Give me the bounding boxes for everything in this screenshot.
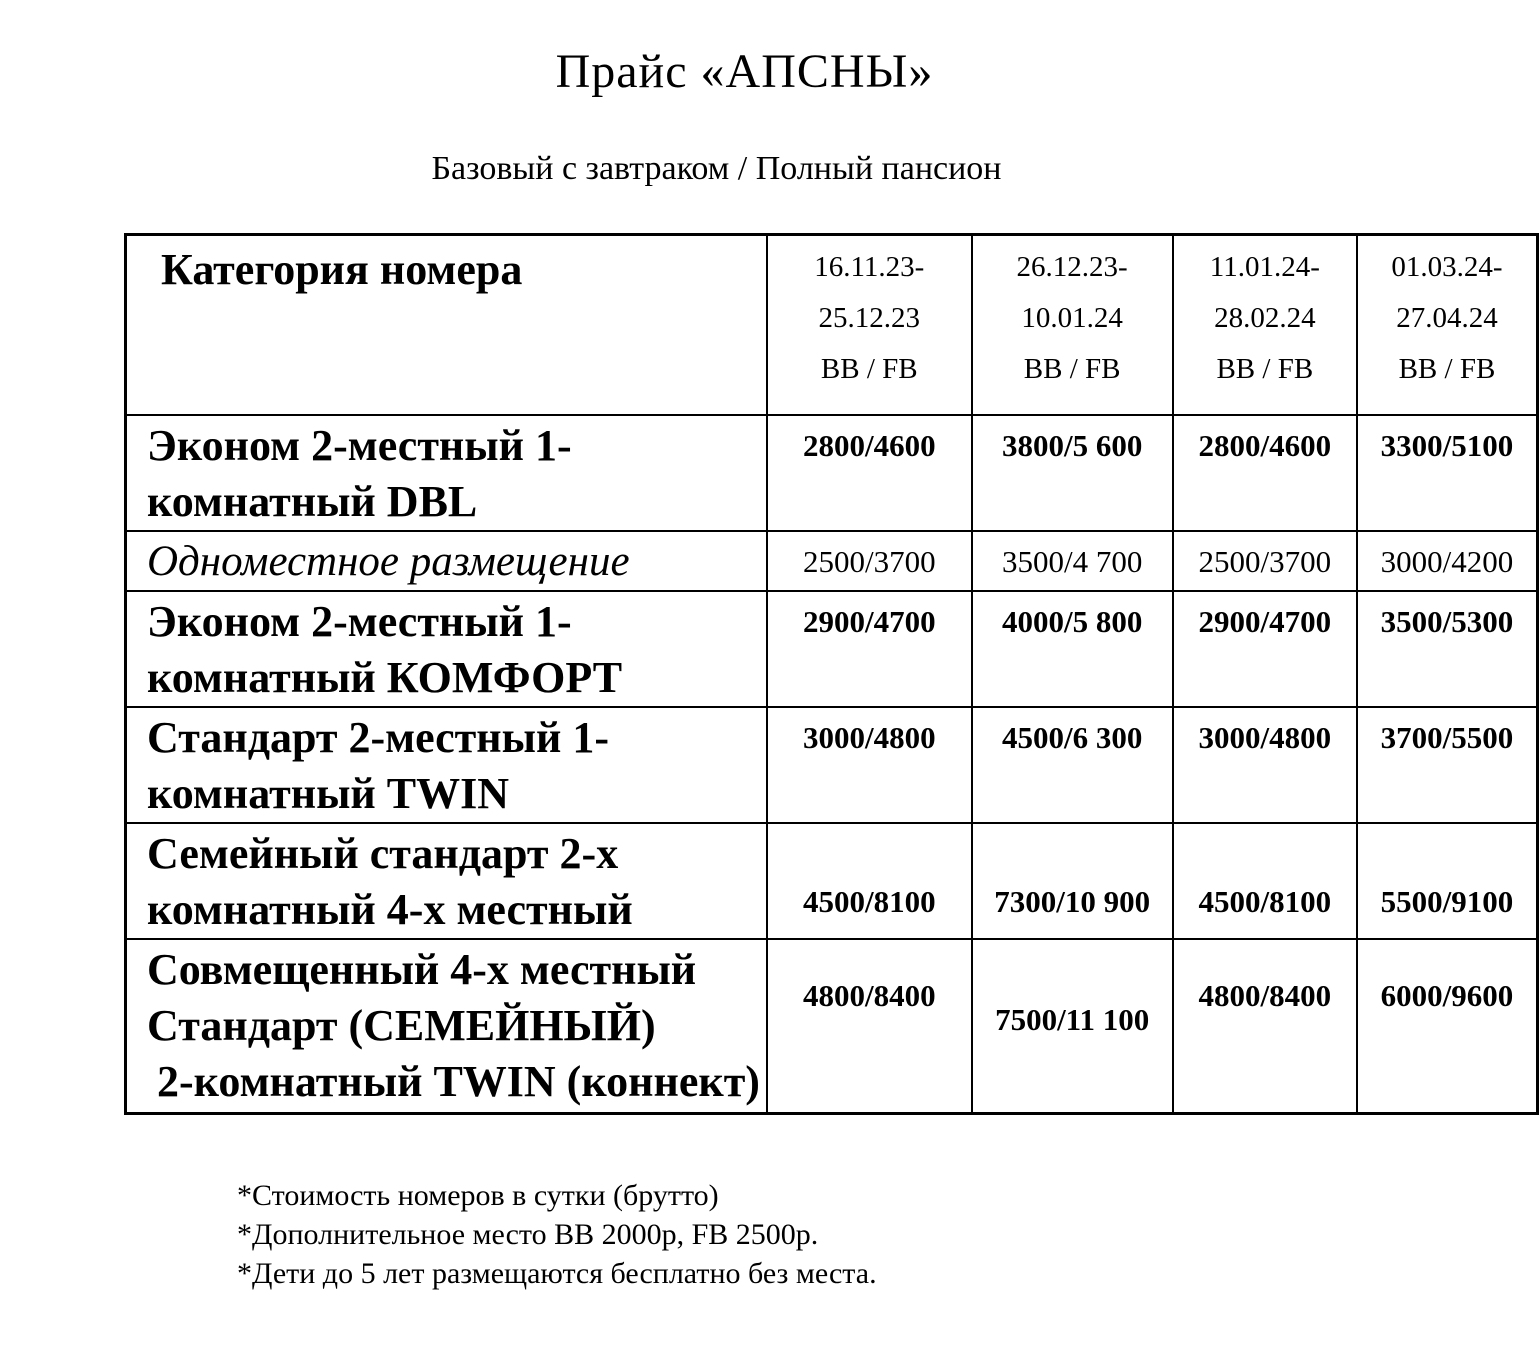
price-cell: 3000/4200 [1357,531,1538,591]
price-cell: 2500/3700 [767,531,972,591]
price-cell: 4800/8400 [767,939,972,1114]
price-cell: 3500/4 700 [972,531,1173,591]
table-header-row [126,235,1538,415]
price-cell: 3700/5500 [1357,707,1538,823]
footnote-children: *Дети до 5 лет размещаются бесплатно без места. [237,1257,877,1290]
price-cell: 3300/5100 [1357,415,1538,531]
price-cell: 2800/4600 [1173,415,1357,531]
table-row [126,823,1538,939]
price-cell: 5500/9100 [1357,823,1538,939]
footnotes [237,1176,877,1293]
category-line: Совмещенный 4-х местный [147,944,697,994]
category-line: комнатный DBL [147,476,478,526]
price-cell: 2500/3700 [1173,531,1357,591]
price-cell: 6000/9600 [1357,939,1538,1114]
category-line: Эконом 2-местный 1- [147,420,572,470]
page-title: Прайс «АПСНЫ» [555,45,934,98]
period-date-range-end: 25.12.23 [818,302,921,334]
category-line: Семейный стандарт 2-х [147,828,619,878]
column-header-period-3 [1173,235,1357,415]
period-date-range-start: 26.12.23- [1016,251,1128,283]
price-cell: 2900/4700 [767,591,972,707]
period-date-range-start: 01.03.24- [1391,251,1503,283]
price-cell: 3000/4800 [1173,707,1357,823]
price-cell: 4500/6 300 [972,707,1173,823]
column-header-period-4 [1357,235,1538,415]
price-cell: 2900/4700 [1173,591,1357,707]
category-line: Одноместное размещение [147,537,630,585]
price-cell: 4500/8100 [1173,823,1357,939]
period-board-type: BB / FB [1023,353,1121,385]
category-line: комнатный КОМФОРТ [147,652,623,702]
room-category-cell [126,707,767,823]
price-cell: 3000/4800 [767,707,972,823]
price-table [124,233,1539,1115]
price-cell: 2800/4600 [767,415,972,531]
price-cell: 3500/5300 [1357,591,1538,707]
period-date-range-start: 16.11.23- [814,251,925,283]
table-row [126,939,1538,1114]
table-row [126,591,1538,707]
room-category-cell [126,591,767,707]
table-row [126,707,1538,823]
period-board-type: BB / FB [1398,353,1496,385]
price-cell: 4000/5 800 [972,591,1173,707]
period-board-type: BB / FB [1216,353,1314,385]
column-header-period-2 [972,235,1173,415]
period-board-type: BB / FB [820,353,918,385]
category-line: комнатный TWIN [147,768,510,818]
column-header-category: Категория номера [126,235,767,415]
price-cell: 7500/11 100 [972,939,1173,1114]
period-date-range-end: 27.04.24 [1396,302,1498,334]
category-line: Эконом 2-местный 1- [147,596,572,646]
footnote-gross-price: *Стоимость номеров в сутки (брутто) [237,1179,719,1212]
category-line: Стандарт (СЕМЕЙНЫЙ) [147,1000,656,1050]
price-cell: 4800/8400 [1173,939,1357,1114]
room-category-cell [126,531,767,591]
table-row [126,531,1538,591]
category-line: комнатный 4-х местный [147,884,633,934]
price-cell: 3800/5 600 [972,415,1173,531]
room-category-cell [126,415,767,531]
category-line: 2-комнатный TWIN (коннект) [157,1056,760,1106]
column-header-period-1 [767,235,972,415]
room-category-cell [126,823,767,939]
category-line: Стандарт 2-местный 1- [147,712,609,762]
table-row [126,415,1538,531]
page-subtitle: Базовый с завтраком / Полный пансион [431,150,1002,187]
price-cell: 4500/8100 [767,823,972,939]
period-date-range-start: 11.01.24- [1209,251,1320,283]
room-category-cell [126,939,767,1114]
period-date-range-end: 28.02.24 [1214,302,1316,334]
period-date-range-end: 10.01.24 [1021,302,1123,334]
price-cell: 7300/10 900 [972,823,1173,939]
footnote-extra-bed: *Дополнительное место BB 2000р, FB 2500р. [237,1218,819,1251]
